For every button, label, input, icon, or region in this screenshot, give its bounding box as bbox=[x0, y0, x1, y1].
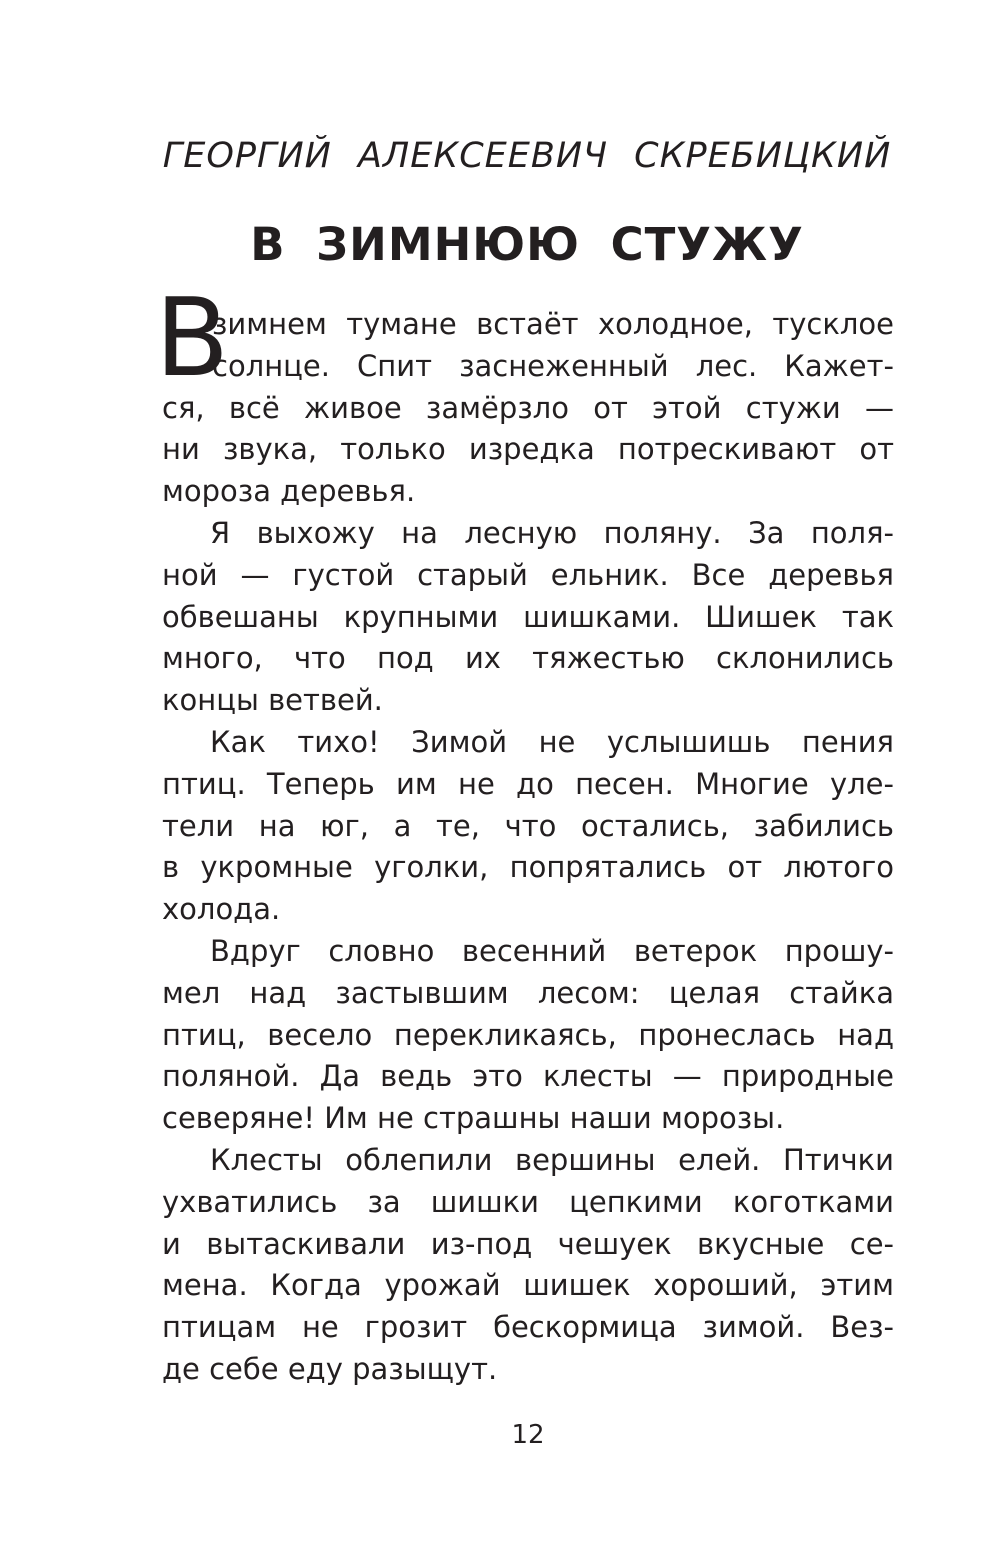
text-line: в укромные уголки, попрятались от лютого bbox=[162, 850, 894, 885]
text-line: солнце. Спит заснеженный лес. Кажет- bbox=[212, 348, 894, 383]
paragraph bbox=[162, 1140, 894, 1391]
text-line: северяне! Им не страшны наши морозы. bbox=[162, 1101, 785, 1136]
text-line: обвешаны крупными шишками. Шишек так bbox=[162, 599, 894, 634]
paragraph bbox=[162, 722, 894, 931]
text-line: ни звука, только изредка потрескивают от bbox=[162, 432, 894, 467]
text-line: птиц. Теперь им не до песен. Многие уле- bbox=[162, 766, 894, 801]
text-line: де себе еду разыщут. bbox=[162, 1351, 498, 1386]
text-line: Вдруг словно весенний ветерок прошу- bbox=[210, 933, 894, 968]
story-text bbox=[162, 304, 894, 1391]
text-line: Я выхожу на лесную поляну. За поля- bbox=[210, 515, 894, 550]
page-number: 12 bbox=[511, 1420, 545, 1450]
text-line: мена. Когда урожай шишек хороший, этим bbox=[162, 1268, 894, 1303]
text-line: Клесты облепили вершины елей. Птички bbox=[210, 1142, 894, 1177]
paragraph bbox=[162, 513, 894, 722]
text-line: птицам не грозит бескормица зимой. Вез- bbox=[162, 1310, 894, 1345]
paragraph bbox=[162, 931, 894, 1140]
text-line: Как тихо! Зимой не услышишь пения bbox=[210, 724, 894, 759]
story-title: В ЗИМНЮЮ СТУЖУ bbox=[250, 218, 804, 271]
text-line: тели на юг, а те, что остались, забились bbox=[162, 808, 894, 843]
text-line: зимнем тумане встаёт холодное, тусклое bbox=[212, 307, 894, 341]
text-line: и вытаскивали из-под чешуек вкусные се- bbox=[162, 1226, 894, 1261]
text-line: мел над застывшим лесом: целая стайка bbox=[162, 975, 894, 1010]
paragraph bbox=[162, 304, 894, 513]
text-line: птиц, весело перекликаясь, пронеслась над bbox=[162, 1017, 894, 1052]
text-line: поляной. Да ведь это клесты — природные bbox=[162, 1059, 894, 1094]
drop-cap-letter: В bbox=[155, 276, 230, 401]
author-name: ГЕОРГИЙ АЛЕКСЕЕВИЧ СКРЕБИЦКИЙ bbox=[162, 136, 892, 176]
text-line: концы ветвей. bbox=[162, 683, 383, 718]
text-line: ся, всё живое замёрзло от этой стужи — bbox=[162, 390, 894, 425]
text-line: ной — густой старый ельник. Все деревья bbox=[162, 557, 894, 592]
text-line: мороза деревья. bbox=[162, 474, 416, 509]
text-line: холода. bbox=[162, 892, 281, 927]
text-line: ухватились за шишки цепкими коготками bbox=[162, 1184, 894, 1219]
text-line: много, что под их тяжестью склонились bbox=[162, 641, 894, 676]
